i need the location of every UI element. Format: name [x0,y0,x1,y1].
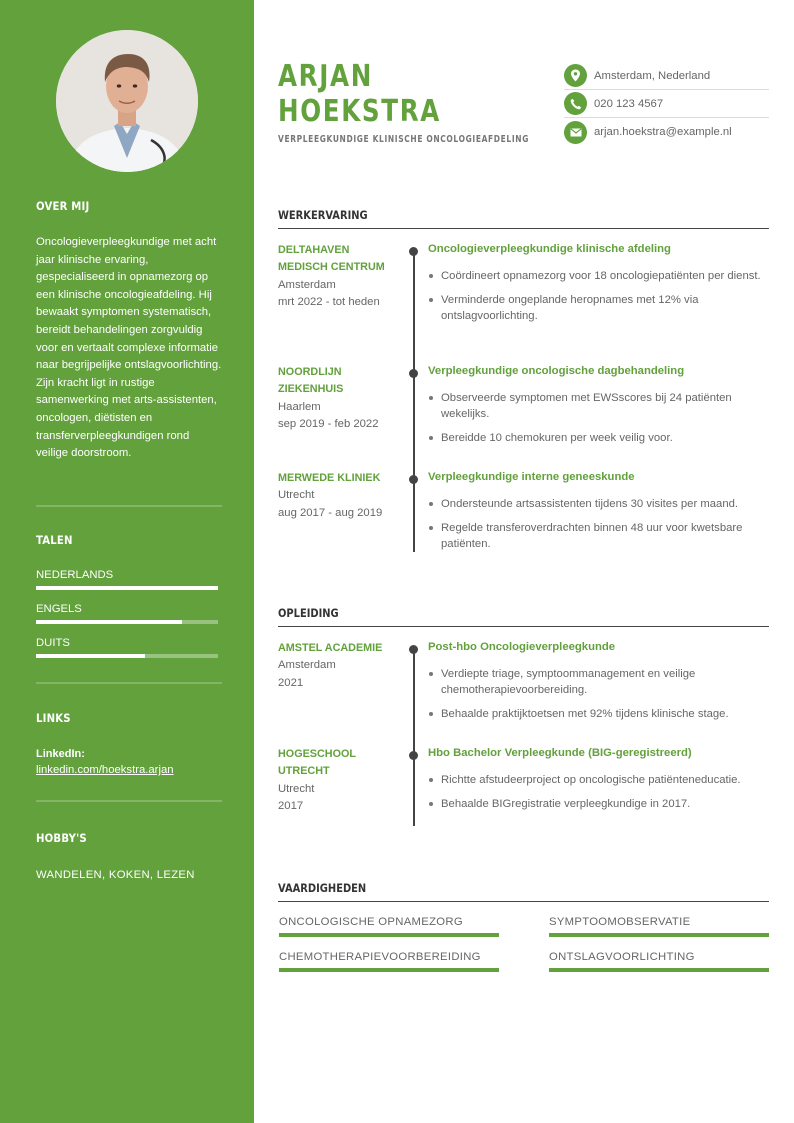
language-bar-fill [36,586,218,590]
degree-title: Post-hbo Oncologieverpleegkunde [428,641,616,653]
list-item: Coördineert opnamezorg voor 18 oncologiepatiënten per dienst. [428,268,763,284]
phone-text[interactable]: 020 123 4567 [594,97,664,110]
education-timeline [413,648,415,826]
skill-bar [549,933,769,937]
employer-place: Haarlem [278,400,321,413]
experience-item-1-bullets [428,268,763,332]
skill-label: ONTSLAGVOORLICHTING [549,951,695,963]
education-heading: OPLEIDING [278,604,769,627]
experience-heading: WERKERVARING [278,206,769,229]
sidebar [0,0,254,1123]
skill-bar [279,933,499,937]
email-text[interactable]: arjan.hoekstra@example.nl [594,126,732,138]
language-label-nl: NEDERLANDS [36,569,114,581]
employer-place: Amsterdam [278,278,336,291]
education-item-2-bullets [428,772,763,820]
employer-name: MERWEDE KLINIEK [278,472,381,484]
experience-item-2-bullets [428,390,763,454]
skill-item [279,951,499,972]
education-year: 2017 [278,800,304,813]
education-item-1-bullets [428,666,763,730]
school-place: Utrecht [278,782,315,795]
school-name: AMSTEL ACADEMIE [278,642,383,654]
timeline-dot [409,475,418,484]
employment-period: sep 2019 - feb 2022 [278,418,379,431]
first-name: ARJAN [278,59,373,94]
profile-photo [56,30,198,172]
linkedin-link[interactable]: linkedin.com/hoekstra.arjan [36,764,174,776]
skill-bar [549,968,769,972]
timeline-dot [409,645,418,654]
list-item: Observeerde symptomen met EWSscores bij 24 patiënten wekelijks. [428,390,763,422]
portrait-image [56,30,198,172]
experience-item-1-meta [278,242,398,312]
about-text: Oncologieverpleegkundige met acht jaar klinische ervaring, gespecialiseerd in opnamezorg op een klinische oncologieafdeling. Hij bewaakt symptomen systematisch, bereidt behandelingen zorgvuldig voor en vertaalt complexe informatie naar begrijpelijke ontslagvoorlichting. Zijn kracht ligt in rustige samenwerking met arts-assistenten, oncologen, diëtisten en transferverpleegkundigen rond veilige doorstroom. [36,236,222,460]
employer-place: Utrecht [278,489,315,502]
location-pin-icon [564,64,587,87]
list-item: Ondersteunde artsassistenten tijdens 30 visites per maand. [428,496,763,512]
employer-name: DELTAHAVEN MEDISCH CENTRUM [278,244,385,274]
skills-heading: VAARDIGHEDEN [278,879,769,902]
timeline-dot [409,369,418,378]
job-role: Verpleegkundige interne geneeskunde [428,471,635,483]
phone-icon [564,92,587,115]
degree-title: Hbo Bachelor Verpleegkunde (BIG-geregistreerd) [428,747,692,759]
contact-phone [564,90,769,118]
experience-item-3-bullets [428,496,763,560]
hobbies-text: WANDELEN, KOKEN, LEZEN [36,869,195,881]
employment-period: aug 2017 - aug 2019 [278,506,383,519]
education-item-1-meta [278,640,398,692]
skill-item [549,916,769,937]
job-role: Oncologieverpleegkundige klinische afdeling [428,243,671,255]
sidebar-divider [36,505,222,507]
list-item: Richtte afstudeerproject op oncologische patiënteneducatie. [428,772,763,788]
contact-location [564,62,769,90]
sidebar-divider [36,682,222,684]
skill-label: ONCOLOGISCHE OPNAMEZORG [279,916,463,928]
experience-item-2-meta [278,364,398,434]
location-text: Amsterdam, Nederland [594,69,711,82]
skill-label: CHEMOTHERAPIEVOORBEREIDING [279,951,481,963]
list-item: Bereidde 10 chemokuren per week veilig voor. [428,430,763,446]
hobbies-heading: HOBBY'S [36,831,87,845]
experience-item-3-meta [278,470,398,522]
linkedin-label: LinkedIn: [36,748,85,760]
language-bar-de [36,654,218,658]
about-heading: OVER MIJ [36,199,90,213]
links-heading: LINKS [36,711,71,725]
employer-name: NOORDLIJN ZIEKENHUIS [278,366,344,396]
languages-heading: TALEN [36,533,73,547]
school-place: Amsterdam [278,659,336,672]
timeline-dot [409,751,418,760]
list-item: Regelde transferoverdrachten binnen 48 uur voor kwetsbare patiënten. [428,520,763,552]
skill-item [279,916,499,937]
timeline-dot [409,247,418,256]
skill-bar [279,968,499,972]
education-item-2-meta [278,746,398,816]
skill-label: SYMPTOOMOBSERVATIE [549,916,691,928]
skill-item [549,951,769,972]
language-label-de: DUITS [36,637,70,649]
job-role: Verpleegkundige oncologische dagbehandeling [428,365,685,377]
envelope-icon [564,121,587,144]
sidebar-divider [36,800,222,802]
list-item: Behaalde BIGregistratie verpleegkundige in 2017. [428,796,763,812]
education-year: 2021 [278,676,304,689]
language-bar-fill [36,654,145,658]
school-name: HOGESCHOOL UTRECHT [278,748,356,778]
list-item: Verdiepte triage, symptoommanagement en veilige chemotherapievoorbereiding. [428,666,763,698]
language-bar-nl [36,586,218,590]
list-item: Behaalde praktijktoetsen met 92% tijdens klinische stage. [428,706,763,722]
last-name: HOEKSTRA [278,94,441,129]
job-title: VERPLEEGKUNDIGE KLINISCHE ONCOLOGIEAFDELING [278,134,529,145]
contact-email [564,118,769,146]
experience-timeline [413,250,415,552]
list-item: Verminderde ongeplande heropnames met 12% via ontslagvoorlichting. [428,292,763,324]
employment-period: mrt 2022 - tot heden [278,296,380,309]
language-bar-fill [36,620,182,624]
language-bar-en [36,620,218,624]
language-label-en: ENGELS [36,603,82,615]
